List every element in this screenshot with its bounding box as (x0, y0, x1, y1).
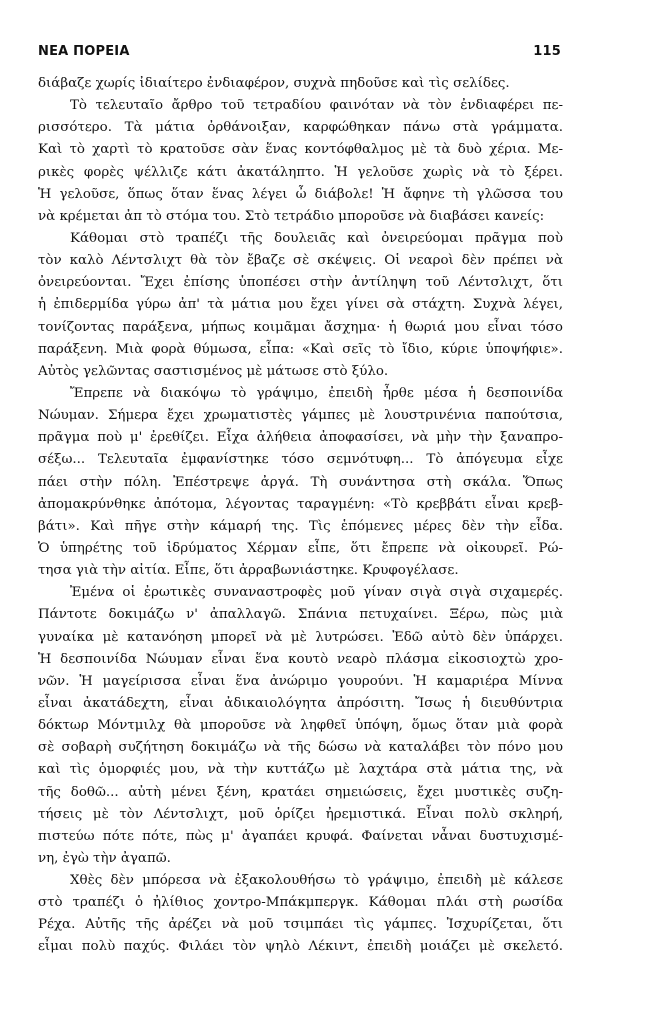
text-line: ρικὲς φορὲς ψέλλιζε κάτι ἀκατάληπτο. Ἡ γελοῦσε χωρὶς νὰ τὸ ξέρει. (38, 164, 563, 180)
text-line: βάτι». Καὶ πῆγε στὴν κάμαρή της. Τὶς ἑπόμενες μέρες δὲν τὴν εἶδα. (38, 518, 563, 534)
running-title: ΝΕΑ ΠΟΡΕΙΑ (38, 44, 130, 59)
text-line: παράξενη. Μιὰ φορὰ θύμωσα, εἶπα: «Καὶ σεῖς τὸ ἴδιο, κύριε ὑποψήφιε». (38, 341, 563, 357)
text-line: σὲ σοβαρὴ συζήτηση δοκιμάζω νὰ τῆς δώσω νὰ καταλάβει τὸν πόνο μου (38, 740, 563, 756)
text-line: πάει στὴν πόλη. Ἐπέστρεψε ἀργά. Τὴ συνάντησα στὴ σκάλα. Ὅπως (38, 474, 563, 490)
text-line: ὀνειρεύονται. Ἔχει ἐπίσης ὑποπέσει στὴν ἀντίληψη τοῦ Λέντσλιχτ, ὅτι (38, 275, 563, 291)
text-line: Ὁ ὑπηρέτης τοῦ ἱδρύματος Χέρμαν εἶπε, ὅτι ἔπρεπε νὰ οἰκουρεῖ. Ρώ- (38, 540, 563, 556)
text-line: πιστεύω πότε πότε, πὼς μ' ἀγαπάει κρυφά. Φαίνεται νἆναι δυστυχισμέ- (38, 828, 563, 844)
text-line: Καὶ τὸ χαρτὶ τὸ κρατοῦσε σὰν ἕνας κοντόφθαλμος μὲ τὰ δυὸ χέρια. Με- (38, 142, 563, 158)
text-line: Πάντοτε δοκιμάζω ν' ἀπαλλαγῶ. Σπάνια πετυχαίνει. Ξέρω, πὼς μιὰ (38, 607, 563, 623)
text-line: νη, ἐγὼ τὴν ἀγαπῶ. (38, 850, 171, 866)
text-line: Τὸ τελευταῖο ἄρθρο τοῦ τετραδίου φαινόταν νὰ τὸν ἐνδιαφέρει πε- (70, 98, 563, 114)
text-line: Ἔπρεπε νὰ διακόψω τὸ γράψιμο, ἐπειδὴ ἦρθε μέσα ἡ δεσποινίδα (70, 385, 563, 401)
text-line: διάβαζε χωρίς ἰδιαίτερο ἐνδιαφέρον, συχνὰ πηδοῦσε καὶ τὶς σελίδες. (38, 76, 510, 91)
text-line: νὰ κρέμεται ἀπ τὸ στόμα του. Στὸ τετράδιο μποροῦσε νὰ διαβάσει κανείς: (38, 208, 545, 224)
page-body-text (38, 73, 563, 959)
text-line: πρᾶγμα ποὺ μ' ἐρεθίζει. Εἶχα ἀλήθεια ἀποφασίσει, νὰ μὴν τὴν ξαναπρο- (38, 430, 563, 446)
text-line: σέξω... Τελευταῖα ἐμφανίστηκε τόσο σεμνότυφη... Τὸ ἀπόγευμα εἶχε (38, 452, 563, 468)
text-line: Ρέχα. Αὐτῆς τῆς ἀρέζει νὰ μοῦ τσιμπάει τὶς γάμπες. Ἰσχυρίζεται, ὅτι (38, 917, 563, 933)
text-line: Ἐμένα οἱ ἐρωτικὲς συναναστροφὲς μοῦ γίναν σιγὰ σιγὰ σιχαμερές. (70, 585, 563, 601)
text-line: τήσεις μὲ τὸν Λέντσλιχτ, μοῦ ὁρίζει ἠρεμιστικά. Εἶναι πολὺ σκληρή, (38, 806, 563, 822)
text-line: Ἡ γελοῦσε, ὅπως ὅταν ἕνας λέγει ὦ διάβολε! Ἡ ἄφηνε τὴ γλῶσσα του (38, 186, 563, 202)
page-number: 115 (533, 44, 561, 59)
text-line: εἶμαι πολὺ παχύς. Φιλάει τὸν ψηλὸ Λέκιντ, ἐπειδὴ μοιάζει μὲ σκελετό. (38, 939, 563, 955)
text-line: Ἡ δεσποινίδα Νώυμαν εἶναι ἕνα κουτὸ νεαρὸ πλάσμα εἰκοσιοχτὼ χρο- (38, 651, 563, 667)
text-line: δόκτωρ Μόντμιλχ θὰ μποροῦσε νὰ ληφθεῖ ὑπόψη, ὅμως ὅταν μιὰ φορὰ (38, 718, 563, 734)
text-line: καὶ τὶς ὁμορφιές μου, νὰ τὴν κυττάζω μὲ λαχτάρα στὰ μάτια της, νὰ (38, 762, 563, 778)
text-line: Νώυμαν. Σήμερα ἔχει χρωματιστὲς γάμπες μὲ λουστρινένια παπούτσια, (38, 408, 563, 424)
text-line: τονίζοντας παράξενα, μήπως κοιμᾶμαι ἄσχημα· ἡ θωριά μου εἶναι τόσο (38, 319, 563, 335)
text-line: στὸ τραπέζι ὁ ἠλίθιος χοντρο-Μπάκμπεργκ. Κάθομαι πλάι στὴ ρωσίδα (38, 895, 563, 911)
text-line: Κάθομαι στὸ τραπέζι τῆς δουλειᾶς καὶ ὀνειρεύομαι πρᾶγμα ποὺ (70, 230, 563, 246)
text-line: ἀπομακρύνθηκε ἀπότομα, λέγοντας ταραγμένη: «Τὸ κρεββάτι εἶναι κρεβ- (38, 496, 563, 512)
text-line: Αὐτὸς γελῶντας σαστισμένος μὲ μάτωσε στὸ ξύλο. (38, 363, 389, 379)
text-line: τῆς δοθῶ... αὐτὴ μένει ξένη, κρατάει σημειώσεις, ἔχει μυστικὲς συζη- (38, 784, 563, 800)
text-line: ἡ ἐπιδερμίδα γύρω ἀπ' τὰ μάτια μου ἔχει γίνει σὰ στάχτη. Συχνὰ λέγει, (38, 297, 563, 313)
text-line: ρισσότερο. Τὰ μάτια ὀρθάνοιξαν, καρφώθηκαν πάνω στὰ γράμματα. (38, 120, 563, 136)
text-line: εἶναι ἀκατάδεχτη, εἶναι ἀδικαιολόγητα ἀπρόσιτη. Ἴσως ἡ διευθύντρια (38, 695, 563, 711)
text-line: Χθὲς δὲν μπόρεσα νὰ ἐξακολουθήσω τὸ γράψιμο, ἐπειδὴ μὲ κάλεσε (70, 873, 563, 889)
text-line: τὸν καλὸ Λέντσλιχτ θὰ τὸν ἔβαζε σὲ σκέψεις. Οἱ νεαροὶ δὲν πρέπει νὰ (38, 253, 563, 269)
running-head (38, 44, 561, 64)
text-line: τησα γιὰ τὴν αἰτία. Εἶπε, ὅτι ἀρραβωνιάστηκε. Κρυφογέλασε. (38, 563, 459, 579)
text-line: νῶν. Ἡ μαγείρισσα εἶναι ἕνα ἀνώριμο γουρούνι. Ἡ καμαριέρα Μίννα (38, 673, 563, 689)
text-line: γυναίκα μὲ κατανόηση μπορεῖ νὰ μὲ λυτρώσει. Ἐδῶ αὐτὸ δὲν ὑπάρχει. (38, 629, 563, 645)
